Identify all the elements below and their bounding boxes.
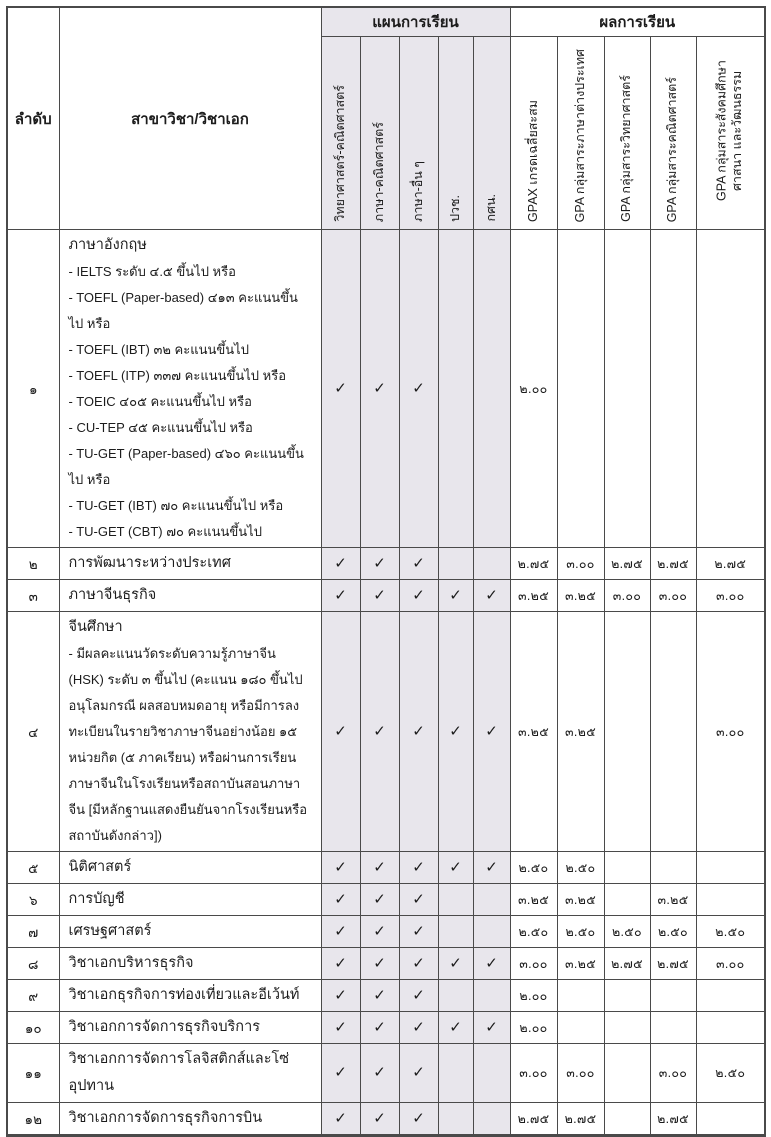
gpa-value-cell: ๒.๕๐ [510, 916, 557, 948]
checkmark-icon: ✓ [485, 586, 498, 604]
plan-check-cell [438, 852, 473, 884]
checkmark-icon: ✓ [485, 858, 498, 876]
gpa-value-cell: ๓.๐๐ [510, 1044, 557, 1103]
gpa-value-cell [650, 980, 696, 1012]
plan-check-cell [399, 548, 438, 580]
checkmark-icon: ✓ [412, 986, 425, 1004]
gpa-value-cell [604, 852, 650, 884]
program-title: การพัฒนาระหว่างประเทศ [68, 555, 231, 571]
header-plan-vocational [438, 37, 473, 230]
gpa-value-cell: ๒.๕๐ [557, 916, 604, 948]
gpa-value-cell: ๒.๗๕ [510, 1103, 557, 1136]
plan-check-cell [438, 548, 473, 580]
plan-check-cell [360, 884, 399, 916]
header-gpa-science-label: GPA กลุ่มสาระวิทยาศาสตร์ [619, 75, 634, 222]
table-row [7, 852, 765, 884]
row-number-cell: ๒ [7, 548, 59, 580]
program-detail-line: - TU-GET (CBT) ๗๐ คะแนนขึ้นไป [68, 524, 262, 539]
plan-check-cell [321, 948, 360, 980]
plan-check-cell [360, 852, 399, 884]
program-detail-line: - มีผลคะแนนวัดระดับความรู้ภาษาจีน (HSK) ระดับ ๓ ขึ้นไป (คะแนน ๑๘๐ ขึ้นไป อนุโลมกรณี ผลสอบหมดอายุ หรือมีการลงทะเบียนในรายวิชาภาษาจีนอย่างน้อย ๑๕ หน่วยกิต (๕ ภาคเรียน) หรือผ่านการเรียนภาษาจีนในโรงเรียนหรือสถาบันสอนภาษาจีน [มีหลักฐานแสดงยืนยันจากโรงเรียนหรือสถาบันดังกล่าว]) [68, 646, 308, 843]
plan-check-cell [399, 580, 438, 612]
plan-check-cell [321, 580, 360, 612]
checkmark-icon: ✓ [373, 858, 386, 876]
gpa-value-cell: ๒.๕๐ [510, 852, 557, 884]
header-group-academic-results: ผลการเรียน [510, 7, 765, 37]
row-number-cell: ๗ [7, 916, 59, 948]
program-title: นิติศาสตร์ [68, 859, 132, 875]
gpa-value-cell [604, 884, 650, 916]
gpa-value-cell: ๒.๕๐ [604, 916, 650, 948]
plan-check-cell [321, 980, 360, 1012]
gpa-value-cell [696, 852, 765, 884]
checkmark-icon: ✓ [373, 379, 386, 397]
plan-check-cell [438, 980, 473, 1012]
gpa-value-cell [650, 612, 696, 852]
gpa-value-cell [696, 1012, 765, 1044]
program-cell [59, 230, 321, 548]
checkmark-icon: ✓ [373, 922, 386, 940]
gpa-value-cell: ๓.๐๐ [696, 580, 765, 612]
program-cell [59, 1012, 321, 1044]
table-row [7, 580, 765, 612]
gpa-value-cell [604, 612, 650, 852]
plan-check-cell [473, 884, 510, 916]
plan-check-cell [473, 980, 510, 1012]
gpa-value-cell: ๒.๐๐ [510, 230, 557, 548]
header-plan-sci-math-label: วิทยาศาสตร์-คณิตศาสตร์ [332, 85, 347, 222]
table-row [7, 980, 765, 1012]
gpa-value-cell: ๒.๐๐ [510, 980, 557, 1012]
gpa-value-cell [604, 1103, 650, 1136]
checkmark-icon: ✓ [412, 1109, 425, 1127]
plan-check-cell [360, 1044, 399, 1103]
gpa-value-cell: ๒.๗๕ [650, 548, 696, 580]
checkmark-icon: ✓ [412, 890, 425, 908]
plan-check-cell [399, 1044, 438, 1103]
plan-check-cell [473, 948, 510, 980]
plan-check-cell [473, 1012, 510, 1044]
header-gpa-social-label: GPA กลุ่มสาระสังคมศึกษา ศาสนา และวัฒนธรรม [714, 60, 745, 202]
program-cell [59, 948, 321, 980]
plan-check-cell [473, 852, 510, 884]
program-title: วิชาเอกการจัดการโลจิสติกส์และโซ่อุปทาน [68, 1051, 290, 1094]
plan-check-cell [438, 230, 473, 548]
plan-check-cell [473, 230, 510, 548]
header-plan-lang-math [360, 37, 399, 230]
checkmark-icon: ✓ [373, 1064, 386, 1081]
header-group-study-plan: แผนการเรียน [321, 7, 510, 37]
checkmark-icon: ✓ [412, 586, 425, 604]
checkmark-icon: ✓ [334, 1018, 347, 1036]
plan-check-cell [321, 548, 360, 580]
row-number-cell: ๙ [7, 980, 59, 1012]
checkmark-icon: ✓ [373, 586, 386, 604]
checkmark-icon: ✓ [334, 922, 347, 940]
plan-check-cell [399, 980, 438, 1012]
checkmark-icon: ✓ [373, 554, 386, 572]
program-cell [59, 580, 321, 612]
plan-check-cell [399, 230, 438, 548]
plan-check-cell [399, 948, 438, 980]
header-gpa-foreign-language [557, 37, 604, 230]
gpa-value-cell: ๓.๐๐ [557, 548, 604, 580]
plan-check-cell [321, 916, 360, 948]
program-title: วิชาเอกธุรกิจการท่องเที่ยวและอีเว้นท์ [68, 987, 300, 1003]
program-detail-line: - TOEIC ๔๐๕ คะแนนขึ้นไป หรือ [68, 394, 252, 409]
program-title: วิชาเอกการจัดการธุรกิจบริการ [68, 1019, 261, 1035]
checkmark-icon: ✓ [412, 922, 425, 940]
checkmark-icon: ✓ [412, 858, 425, 876]
row-number-cell: ๑๐ [7, 1012, 59, 1044]
header-plan-vocational-label: ปวช. [447, 195, 462, 222]
table-row [7, 948, 765, 980]
plan-check-cell [321, 1044, 360, 1103]
checkmark-icon: ✓ [412, 1064, 425, 1081]
table-header [7, 7, 765, 230]
row-number-cell: ๓ [7, 580, 59, 612]
checkmark-icon: ✓ [334, 986, 347, 1004]
gpa-value-cell: ๓.๐๐ [604, 580, 650, 612]
plan-check-cell [438, 948, 473, 980]
checkmark-icon: ✓ [412, 1018, 425, 1036]
plan-check-cell [399, 1103, 438, 1136]
program-title: จีนศึกษา [68, 619, 123, 635]
gpa-value-cell [604, 1044, 650, 1103]
gpa-value-cell: ๒.๗๕ [696, 548, 765, 580]
checkmark-icon: ✓ [334, 890, 347, 908]
plan-check-cell [399, 612, 438, 852]
row-number-cell: ๑ [7, 230, 59, 548]
program-cell [59, 1103, 321, 1136]
gpa-value-cell: ๓.๐๐ [696, 948, 765, 980]
checkmark-icon: ✓ [373, 722, 386, 740]
plan-check-cell [438, 580, 473, 612]
table-row [7, 230, 765, 548]
checkmark-icon: ✓ [334, 1064, 347, 1081]
checkmark-icon: ✓ [485, 954, 498, 972]
plan-check-cell [438, 612, 473, 852]
checkmark-icon: ✓ [449, 1018, 462, 1036]
header-gpa-social [696, 37, 765, 230]
program-detail-line: - CU-TEP ๔๕ คะแนนขึ้นไป หรือ [68, 420, 253, 435]
program-cell [59, 1044, 321, 1103]
table-row [7, 1012, 765, 1044]
gpa-value-cell [650, 852, 696, 884]
table-row [7, 884, 765, 916]
checkmark-icon: ✓ [412, 379, 425, 397]
gpa-value-cell: ๓.๒๕ [650, 884, 696, 916]
table-row [7, 548, 765, 580]
program-cell [59, 612, 321, 852]
plan-check-cell [321, 852, 360, 884]
program-cell [59, 884, 321, 916]
gpa-value-cell [604, 230, 650, 548]
gpa-value-cell: ๒.๗๕ [557, 1103, 604, 1136]
checkmark-icon: ✓ [449, 954, 462, 972]
checkmark-icon: ✓ [334, 858, 347, 876]
header-plan-nonformal-label: กศน. [483, 194, 498, 222]
table-row [7, 612, 765, 852]
row-number-cell: ๔ [7, 612, 59, 852]
gpa-value-cell: ๓.๒๕ [510, 612, 557, 852]
plan-check-cell [438, 916, 473, 948]
table-row [7, 1044, 765, 1103]
program-title: ภาษาอังกฤษ [68, 237, 147, 253]
gpa-value-cell: ๒.๕๐ [557, 852, 604, 884]
plan-check-cell [360, 1103, 399, 1136]
row-number-cell: ๑๑ [7, 1044, 59, 1103]
program-title: การบัญชี [68, 891, 125, 907]
gpa-value-cell [696, 1103, 765, 1136]
gpa-value-cell [696, 230, 765, 548]
gpa-value-cell: ๒.๗๕ [604, 948, 650, 980]
header-gpa-foreign-language-label: GPA กลุ่มสาระภาษาต่างประเทศ [572, 48, 587, 222]
row-number-cell: ๕ [7, 852, 59, 884]
plan-check-cell [360, 612, 399, 852]
plan-check-cell [321, 612, 360, 852]
gpa-value-cell: ๒.๗๕ [650, 948, 696, 980]
header-plan-lang-other-label: ภาษา-อื่น ๆ [410, 161, 425, 222]
checkmark-icon: ✓ [485, 1018, 498, 1036]
checkmark-icon: ✓ [334, 379, 347, 397]
gpa-value-cell: ๓.๒๕ [510, 580, 557, 612]
plan-check-cell [360, 948, 399, 980]
header-order-column: ลำดับ [7, 7, 59, 230]
table-row [7, 1103, 765, 1136]
program-title: วิชาเอกบริหารธุรกิจ [68, 955, 194, 971]
program-detail-line: - TOEFL (IBT) ๓๒ คะแนนขึ้นไป [68, 342, 249, 357]
checkmark-icon: ✓ [412, 954, 425, 972]
plan-check-cell [321, 884, 360, 916]
checkmark-icon: ✓ [449, 586, 462, 604]
plan-check-cell [321, 230, 360, 548]
program-detail-line: - TU-GET (Paper-based) ๔๖๐ คะแนนขึ้นไป หรือ [68, 446, 304, 487]
gpa-value-cell: ๒.๐๐ [510, 1012, 557, 1044]
gpa-value-cell [604, 980, 650, 1012]
gpa-value-cell: ๒.๕๐ [696, 1044, 765, 1103]
plan-check-cell [399, 1012, 438, 1044]
program-title: เศรษฐศาสตร์ [68, 923, 152, 939]
program-detail-line: - IELTS ระดับ ๔.๕ ขึ้นไป หรือ [68, 264, 236, 279]
plan-check-cell [360, 580, 399, 612]
admission-requirements-table [6, 6, 766, 1137]
checkmark-icon: ✓ [334, 722, 347, 740]
header-gpa-science [604, 37, 650, 230]
row-number-cell: ๖ [7, 884, 59, 916]
plan-check-cell [473, 580, 510, 612]
header-gpa-math-label: GPA กลุ่มสาระคณิตศาสตร์ [665, 76, 680, 222]
gpa-value-cell: ๓.๒๕ [557, 948, 604, 980]
gpa-value-cell: ๓.๒๕ [557, 884, 604, 916]
plan-check-cell [473, 612, 510, 852]
plan-check-cell [321, 1012, 360, 1044]
gpa-value-cell: ๓.๒๕ [510, 884, 557, 916]
table-row [7, 916, 765, 948]
plan-check-cell [399, 884, 438, 916]
header-gpax [510, 37, 557, 230]
plan-check-cell [473, 1103, 510, 1136]
header-program-column: สาขาวิชา/วิชาเอก [59, 7, 321, 230]
program-cell [59, 916, 321, 948]
program-detail-line: - TOEFL (ITP) ๓๓๗ คะแนนขึ้นไป หรือ [68, 368, 287, 383]
checkmark-icon: ✓ [373, 954, 386, 972]
checkmark-icon: ✓ [412, 554, 425, 572]
gpa-value-cell [650, 230, 696, 548]
gpa-value-cell [696, 884, 765, 916]
gpa-value-cell [604, 1012, 650, 1044]
plan-check-cell [399, 916, 438, 948]
row-number-cell: ๑๒ [7, 1103, 59, 1136]
checkmark-icon: ✓ [334, 954, 347, 972]
plan-check-cell [321, 1103, 360, 1136]
checkmark-icon: ✓ [334, 586, 347, 604]
checkmark-icon: ✓ [373, 1018, 386, 1036]
gpa-value-cell: ๓.๐๐ [510, 948, 557, 980]
checkmark-icon: ✓ [449, 858, 462, 876]
checkmark-icon: ✓ [412, 722, 425, 740]
gpa-value-cell: ๓.๒๕ [557, 612, 604, 852]
checkmark-icon: ✓ [485, 722, 498, 740]
header-gpa-math [650, 37, 696, 230]
plan-check-cell [360, 980, 399, 1012]
program-title: วิชาเอกการจัดการธุรกิจการบิน [68, 1110, 263, 1126]
program-title: ภาษาจีนธุรกิจ [68, 587, 157, 603]
checkmark-icon: ✓ [334, 1109, 347, 1127]
plan-check-cell [360, 230, 399, 548]
header-gpax-label: GPAX เกรดเฉลี่ยสะสม [525, 100, 540, 222]
plan-check-cell [438, 884, 473, 916]
checkmark-icon: ✓ [334, 554, 347, 572]
gpa-value-cell [557, 1012, 604, 1044]
gpa-value-cell [650, 1012, 696, 1044]
header-plan-lang-math-label: ภาษา-คณิตศาสตร์ [371, 121, 386, 222]
gpa-value-cell: ๓.๐๐ [696, 612, 765, 852]
checkmark-icon: ✓ [449, 722, 462, 740]
gpa-value-cell: ๓.๐๐ [557, 1044, 604, 1103]
program-detail-line: - TU-GET (IBT) ๗๐ คะแนนขึ้นไป หรือ [68, 498, 284, 513]
program-detail-line: - TOEFL (Paper-based) ๔๑๓ คะแนนขึ้นไป หรือ [68, 290, 298, 331]
plan-check-cell [360, 548, 399, 580]
gpa-value-cell [557, 980, 604, 1012]
plan-check-cell [438, 1044, 473, 1103]
gpa-value-cell: ๓.๐๐ [650, 580, 696, 612]
program-cell [59, 548, 321, 580]
plan-check-cell [438, 1103, 473, 1136]
gpa-value-cell: ๒.๕๐ [696, 916, 765, 948]
row-number-cell: ๘ [7, 948, 59, 980]
gpa-value-cell: ๓.๐๐ [650, 1044, 696, 1103]
checkmark-icon: ✓ [373, 1109, 386, 1127]
gpa-value-cell [696, 980, 765, 1012]
plan-check-cell [473, 916, 510, 948]
checkmark-icon: ✓ [373, 986, 386, 1004]
gpa-value-cell: ๒.๗๕ [604, 548, 650, 580]
plan-check-cell [399, 852, 438, 884]
plan-check-cell [360, 916, 399, 948]
header-plan-lang-other [399, 37, 438, 230]
plan-check-cell [360, 1012, 399, 1044]
program-cell [59, 980, 321, 1012]
plan-check-cell [473, 1044, 510, 1103]
gpa-value-cell: ๒.๗๕ [510, 548, 557, 580]
checkmark-icon: ✓ [373, 890, 386, 908]
plan-check-cell [438, 1012, 473, 1044]
gpa-value-cell: ๓.๒๕ [557, 580, 604, 612]
header-plan-nonformal [473, 37, 510, 230]
gpa-value-cell: ๒.๗๕ [650, 1103, 696, 1136]
program-cell [59, 852, 321, 884]
gpa-value-cell [557, 230, 604, 548]
gpa-value-cell: ๒.๕๐ [650, 916, 696, 948]
plan-check-cell [473, 548, 510, 580]
header-plan-sci-math [321, 37, 360, 230]
